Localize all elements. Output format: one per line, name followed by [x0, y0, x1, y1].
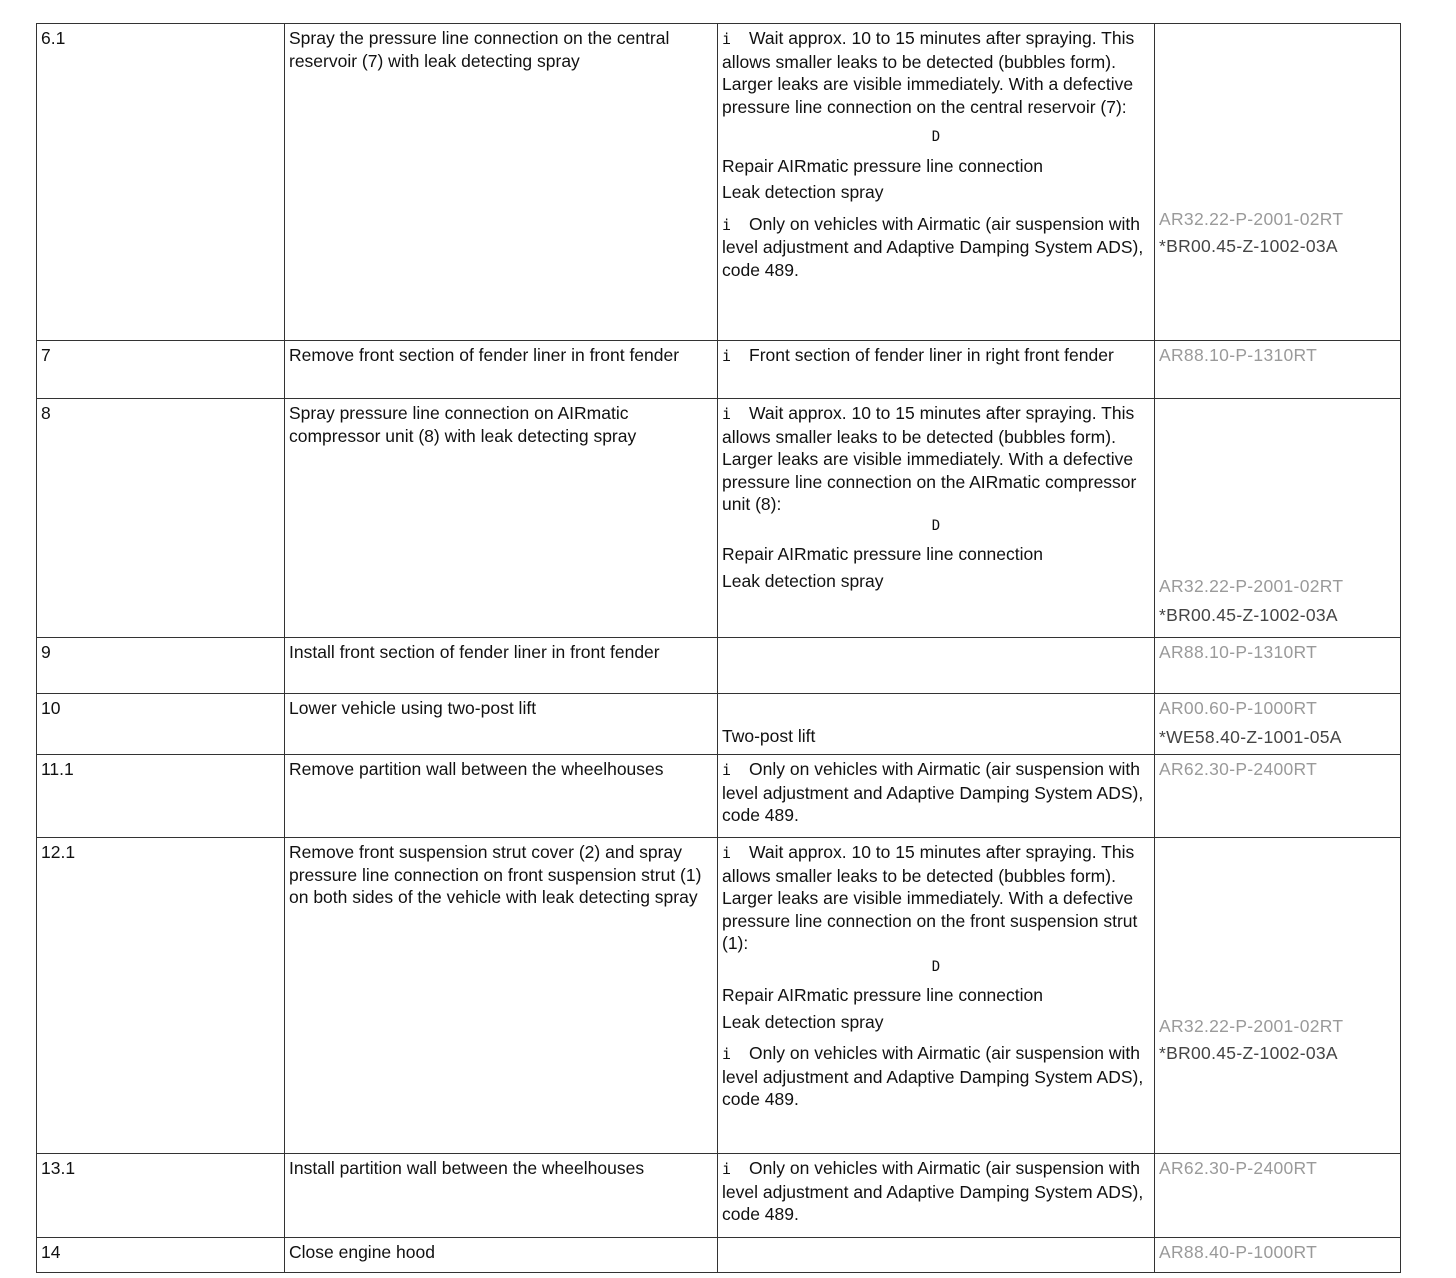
- doc-reference-link[interactable]: AR32.22-P-2001-02RT: [1159, 1016, 1344, 1036]
- doc-reference-link[interactable]: AR62.30-P-2400RT: [1159, 1158, 1318, 1178]
- table-row: [37, 755, 1401, 838]
- info-icon: i: [722, 347, 732, 365]
- diagnosis-marker: D: [931, 129, 941, 145]
- step-number: 7: [37, 341, 285, 399]
- repair-line: Repair AIRmatic pressure line connection: [722, 544, 1043, 564]
- table-row: [37, 694, 1401, 755]
- reference-cell: [1155, 341, 1401, 399]
- info-icon: i: [722, 405, 732, 423]
- reference-cell: [1155, 1154, 1401, 1238]
- info-note: i Only on vehicles with Airmatic (air suspension with level adjustment and Adaptive Damping System ADS), code 489.: [722, 213, 1144, 280]
- step-action: Lower vehicle using two-post lift: [285, 694, 718, 755]
- step-action: Spray pressure line connection on AIRmatic compressor unit (8) with leak detecting spray: [285, 399, 718, 638]
- step-action: Install partition wall between the wheelhouses: [285, 1154, 718, 1238]
- info-icon: i: [722, 1045, 732, 1063]
- step-action: Spray the pressure line connection on the central reservoir (7) with leak detecting spray: [285, 24, 718, 341]
- info-icon: i: [722, 30, 732, 48]
- step-action: Remove front suspension strut cover (2) and spray pressure line connection on front suspension strut (1) on both sides of the vehicle with leak detecting spray: [285, 838, 718, 1154]
- repair-line: Repair AIRmatic pressure line connection: [722, 155, 1043, 176]
- info-icon: i: [722, 215, 732, 234]
- tool-reference-link[interactable]: *BR00.45-Z-1002-03A: [1159, 604, 1338, 625]
- reference-cell: [1155, 24, 1401, 341]
- reference-cell: [1155, 694, 1401, 755]
- doc-reference-link[interactable]: AR32.22-P-2001-02RT: [1159, 576, 1344, 596]
- info-note: i Only on vehicles with Airmatic (air suspension with level adjustment and Adaptive Damping System ADS), code 489.: [722, 1158, 1144, 1224]
- tool-reference-link[interactable]: *WE58.40-Z-1001-05A: [1159, 726, 1342, 747]
- reference-cell: [1155, 1238, 1401, 1273]
- table-row: [37, 341, 1401, 399]
- step-number: 11.1: [37, 755, 285, 838]
- step-notes: [718, 1238, 1155, 1273]
- step-number: 6.1: [37, 24, 285, 341]
- step-number: 13.1: [37, 1154, 285, 1238]
- table-row: [37, 1238, 1401, 1273]
- tool-reference-link[interactable]: *BR00.45-Z-1002-03A: [1159, 235, 1338, 256]
- table-row: [37, 1154, 1401, 1238]
- doc-reference-link[interactable]: AR62.30-P-2400RT: [1159, 759, 1318, 779]
- step-notes: [718, 755, 1155, 838]
- reference-cell: [1155, 755, 1401, 838]
- step-notes: [718, 638, 1155, 694]
- step-notes: [718, 399, 1155, 638]
- tool-line: Leak detection spray: [722, 1011, 884, 1032]
- diagnosis-marker: D: [931, 958, 941, 975]
- info-note: i Only on vehicles with Airmatic (air suspension with level adjustment and Adaptive Damping System ADS), code 489.: [722, 759, 1144, 825]
- step-number: 8: [37, 399, 285, 638]
- info-note: i Wait approx. 10 to 15 minutes after spraying. This allows smaller leaks to be detected (bubbles form). Larger leaks are visible immediately. With a defective pressure line connection on the AIRmatic compressor unit (8):: [722, 403, 1137, 514]
- info-note: i Only on vehicles with Airmatic (air suspension with level adjustment and Adaptive Damping System ADS), code 489.: [722, 1043, 1144, 1109]
- step-number: 14: [37, 1238, 285, 1273]
- doc-reference-link[interactable]: AR88.40-P-1000RT: [1159, 1242, 1318, 1262]
- step-notes: [718, 694, 1155, 755]
- doc-reference-link[interactable]: AR00.60-P-1000RT: [1159, 698, 1318, 718]
- step-action: Remove front section of fender liner in front fender: [285, 341, 718, 399]
- reference-cell: [1155, 838, 1401, 1154]
- step-number: 12.1: [37, 838, 285, 1154]
- reference-cell: [1155, 638, 1401, 694]
- info-note: i Wait approx. 10 to 15 minutes after spraying. This allows smaller leaks to be detected (bubbles form). Larger leaks are visible immediately. With a defective pressure line connection on the front suspension strut (1):: [722, 842, 1138, 953]
- tool-line: Two-post lift: [722, 726, 816, 746]
- step-number: 9: [37, 638, 285, 694]
- step-notes: [718, 341, 1155, 399]
- table-row: [37, 24, 1401, 341]
- step-action: Install front section of fender liner in front fender: [285, 638, 718, 694]
- step-action: Remove partition wall between the wheelhouses: [285, 755, 718, 838]
- info-icon: i: [722, 761, 732, 779]
- info-note: i Wait approx. 10 to 15 minutes after spraying. This allows smaller leaks to be detected (bubbles form). Larger leaks are visible immediately. With a defective pressure line connection on the central reservoir (7):: [722, 28, 1135, 117]
- reference-cell: [1155, 399, 1401, 638]
- procedure-table: [36, 23, 1401, 1273]
- info-icon: i: [722, 1160, 732, 1178]
- table-row: [37, 638, 1401, 694]
- diagnosis-marker: D: [931, 517, 941, 534]
- doc-reference-link[interactable]: AR32.22-P-2001-02RT: [1159, 209, 1344, 229]
- step-notes: [718, 24, 1155, 341]
- tool-line: Leak detection spray: [722, 570, 884, 591]
- table-row: [37, 838, 1401, 1154]
- step-action: Close engine hood: [285, 1238, 718, 1273]
- step-notes: [718, 1154, 1155, 1238]
- info-note: i Front section of fender liner in right front fender: [722, 345, 1114, 365]
- tool-reference-link[interactable]: *BR00.45-Z-1002-03A: [1159, 1042, 1338, 1063]
- step-notes: [718, 838, 1155, 1154]
- tool-line: Leak detection spray: [722, 182, 884, 202]
- repair-line: Repair AIRmatic pressure line connection: [722, 985, 1043, 1005]
- doc-reference-link[interactable]: AR88.10-P-1310RT: [1159, 642, 1318, 662]
- doc-reference-link[interactable]: AR88.10-P-1310RT: [1159, 345, 1318, 365]
- step-number: 10: [37, 694, 285, 755]
- info-icon: i: [722, 844, 732, 862]
- table-row: [37, 399, 1401, 638]
